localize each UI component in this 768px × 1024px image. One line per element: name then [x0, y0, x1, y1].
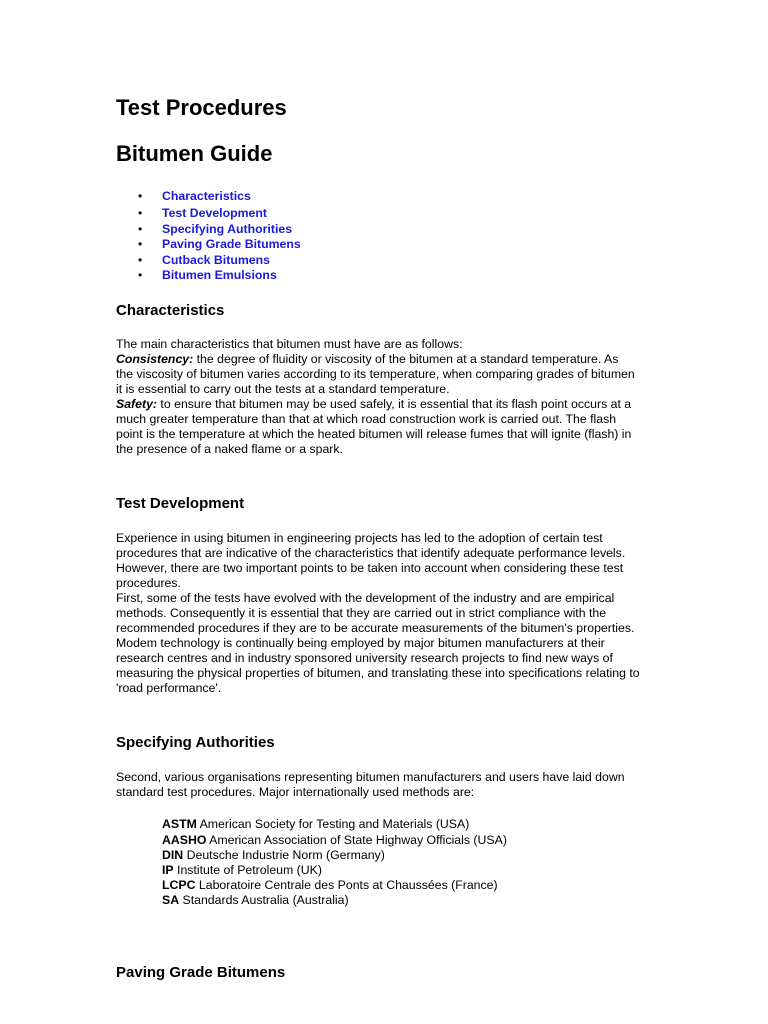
- authority-item: [162, 878, 622, 893]
- bullet-icon: •: [138, 267, 143, 282]
- authority-abbr: ASTM: [162, 817, 197, 831]
- toc-item-test-development: [138, 206, 562, 221]
- authority-name: Laboratoire Centrale des Ponts at Chaussées (France): [195, 878, 498, 892]
- authority-name: Institute of Petroleum (UK): [173, 863, 322, 877]
- authority-name: Deutsche Industrie Norm (Germany): [183, 848, 385, 862]
- toc-link-cutback-bitumens[interactable]: Cutback Bitumens: [162, 252, 270, 267]
- consistency-label: Consistency:: [116, 352, 194, 366]
- safety-paragraph: [116, 397, 638, 457]
- toc-link-specifying-authorities[interactable]: Specifying Authorities: [162, 221, 293, 236]
- authority-abbr: AASHO: [162, 833, 207, 847]
- authority-item: [162, 833, 622, 848]
- specifying-authorities-intro: Second, various organisations representing bitumen manufacturers and users have laid down standard test procedures. Major internationally used methods are:: [116, 770, 625, 799]
- toc-item-paving-grade-bitumens: [138, 237, 562, 252]
- table-of-contents: [138, 189, 562, 282]
- characteristics-body: [116, 337, 638, 457]
- toc-link-bitumen-emulsions[interactable]: Bitumen Emulsions: [162, 267, 277, 282]
- authority-abbr: SA: [162, 893, 180, 907]
- safety-text: to ensure that bitumen may be used safely, it is essential that its flash point occurs at a much greater temperature than that at which road construction work is carried out. The flash point is the temperature at which the heated bitumen will release fumes that will ignite (flash) in the presence of a naked flame or a spark.: [116, 397, 632, 456]
- bullet-icon: •: [138, 221, 143, 236]
- bullet-icon: •: [138, 237, 143, 252]
- authority-name: American Society for Testing and Materials (USA): [196, 817, 470, 831]
- toc-item-characteristics: [138, 189, 562, 204]
- toc-link-paving-grade-bitumens[interactable]: Paving Grade Bitumens: [162, 237, 301, 252]
- bullet-icon: •: [138, 206, 143, 221]
- authority-name: American Association of State Highway Officials (USA): [206, 833, 507, 847]
- authority-abbr: LCPC: [162, 878, 196, 892]
- characteristics-intro: The main characteristics that bitumen must have are as follows:: [116, 337, 463, 351]
- test-development-para1: Experience in using bitumen in engineering projects has led to the adoption of certain test procedures that are indicative of the characteristics that identify adequate performance levels. However, there are two important points to be taken into account when considering these test procedures.: [116, 531, 626, 590]
- authority-abbr: DIN: [162, 848, 184, 862]
- toc-item-bitumen-emulsions: [138, 267, 562, 283]
- section-heading-test-development: Test Development: [116, 495, 245, 512]
- authority-item: [162, 893, 622, 908]
- authority-item: [162, 817, 622, 832]
- consistency-text: the degree of fluidity or viscosity of the bitumen at a standard temperature. As the viscosity of bitumen varies according to its temperature, when comparing grades of bitumen it is essential to carry out the tests at a standard temperature.: [116, 352, 635, 396]
- section-heading-characteristics: Characteristics: [116, 302, 225, 319]
- page-subtitle: Bitumen Guide: [116, 141, 273, 166]
- test-development-body: [116, 531, 652, 696]
- page-title: Test Procedures: [116, 95, 287, 120]
- toc-link-test-development[interactable]: Test Development: [162, 206, 268, 221]
- authority-abbr: IP: [162, 863, 174, 877]
- toc-item-specifying-authorities: [138, 221, 562, 237]
- toc-item-cutback-bitumens: [138, 252, 562, 268]
- authority-item: [162, 863, 622, 878]
- specifying-authorities-body: [116, 770, 636, 800]
- authority-name: Standards Australia (Australia): [179, 893, 349, 907]
- safety-label: Safety:: [116, 397, 158, 411]
- section-heading-specifying-authorities: Specifying Authorities: [116, 734, 275, 751]
- bullet-icon: •: [138, 189, 143, 203]
- toc-link-characteristics[interactable]: Characteristics: [162, 189, 251, 203]
- authority-item: [162, 848, 622, 863]
- authorities-list: [162, 817, 622, 908]
- test-development-para2: First, some of the tests have evolved with the development of the industry and are empirical methods. Consequently it is essential that they are carried out in strict compliance with the recommended procedures if they are to be accurate measurements of the bitumen's properties. Modem technology is continually being employed by major bitumen manufacturers at their research centres and in industry sponsored university research projects to find new ways of measuring the physical properties of bitumen, and translating these into specifications relating to 'road performance'.: [116, 591, 640, 695]
- section-heading-paving-grade-bitumens: Paving Grade Bitumens: [116, 964, 286, 981]
- consistency-paragraph: [116, 352, 638, 397]
- bullet-icon: •: [138, 252, 143, 267]
